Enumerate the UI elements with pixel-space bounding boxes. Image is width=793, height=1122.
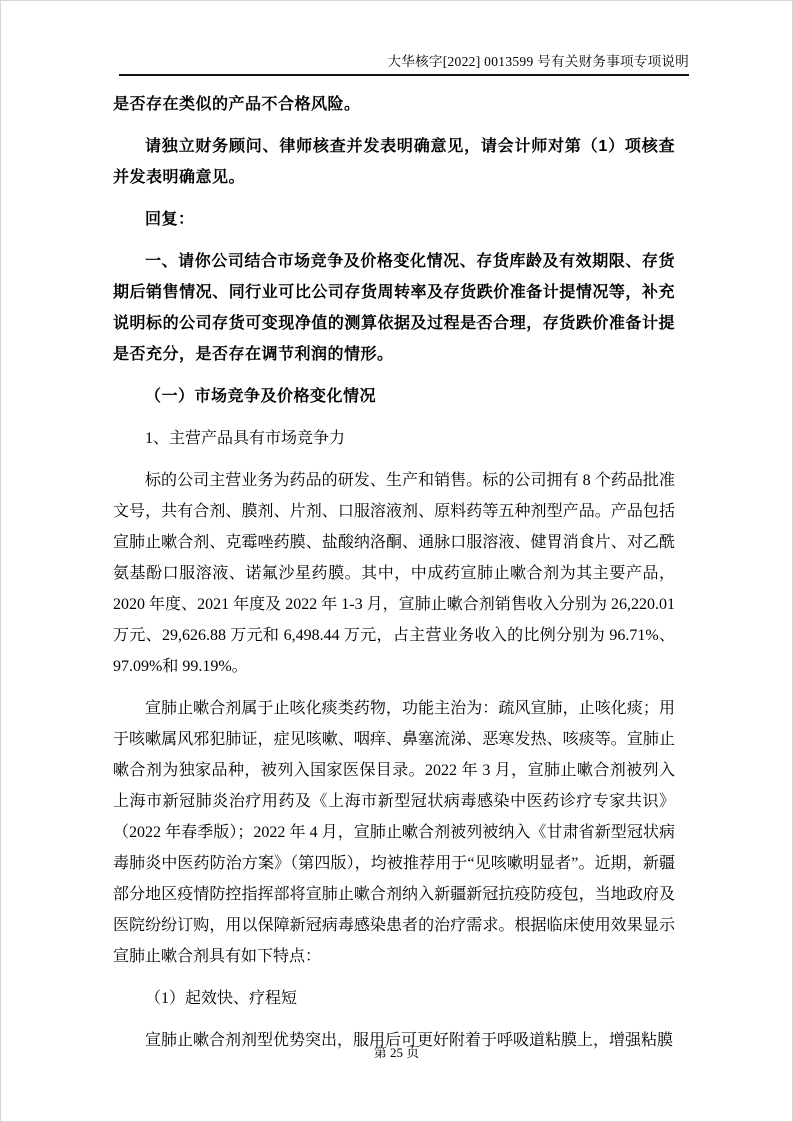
paragraph-continuation: 是否存在类似的产品不合格风险。 (113, 96, 361, 113)
header-title: 大华核字[2022] 0013599 号有关财务事项专项说明 (387, 54, 689, 69)
feature-one-heading: （1）起效快、疗程短 (145, 990, 298, 1007)
document-body (113, 89, 675, 1056)
page-footer (1, 1044, 792, 1061)
paragraph-verification-request: 请独立财务顾问、律师核查并发表明确意见，请会计师对第（1）项核查并发表明确意见。 (113, 138, 675, 186)
question-one-paragraph: 一、请你公司结合市场竞争及价格变化情况、存货库龄及有效期限、存货期后销售情况、同行业可比公司存货周转率及存货跌价准备计提情况等，补充说明标的公司存货可变现净值的测算依据及过程是否合理，存货跌价准备计提是否充分，是否存在调节利润的情形。 (113, 253, 675, 363)
reply-label: 回复： (145, 211, 195, 228)
paragraph-feature-one-detail: 宣肺止嗽合剂剂型优势突出，服用后可更好附着于呼吸道粘膜上，增强粘膜 (145, 1032, 674, 1049)
paragraph-product-description: 宣肺止嗽合剂属于止咳化痰类药物，功能主治为：疏风宣肺，止咳化痰；用于咳嗽属风邪犯肺证，症见咳嗽、咽痒、鼻塞流涕、恶寒发热、咳痰等。宣肺止嗽合剂为独家品种，被列入国家医保目录。2022 年 3 月，宣肺止嗽合剂被列入上海市新冠肺炎治疗用药及《上海市新型冠状病毒感染中医药诊疗专家共识》（2022 年春季版）；2022 年 4 月，宣肺止嗽合剂被列被纳入《甘肃省新型冠状病毒肺炎中医药防治方案》（第四版），均被推荐用于“见咳嗽明显者”。近期，新疆部分地区疫情防控指挥部将宣肺止嗽合剂纳入新疆新冠抗疫防疫包，当地政府及医院纷纷订购，用以保障新冠病毒感染患者的治疗需求。根据临床使用效果显示宣肺止嗽合剂具有如下特点： (113, 700, 675, 965)
paragraph-business-overview: 标的公司主营业务为药品的研发、生产和销售。标的公司拥有 8 个药品批准文号，共有合剂、膜剂、片剂、口服溶液剂、原料药等五种剂型产品。产品包括宣肺止嗽合剂、克霉唑药膜、盐酸纳洛酮、通脉口服溶液、健胃消食片、对乙酰氨基酚口服溶液、诺氟沙星药膜。其中，中成药宣肺止嗽合剂为其主要产品，2020 年度、2021 年度及 2022 年 1-3 月，宣肺止嗽合剂销售收入分别为 26,220.01 万元、29,626.88 万元和 6,498.44 万元，占主营业务收入的比例分别为 96.71%、97.09%和 99.19%。 (113, 472, 675, 675)
section-heading-market-competition: （一）市场竞争及价格变化情况 (145, 388, 377, 405)
page-number: 第 25 页 (373, 1045, 420, 1060)
subheading-main-products: 1、主营产品具有市场竞争力 (145, 430, 346, 447)
page-header (119, 53, 689, 76)
